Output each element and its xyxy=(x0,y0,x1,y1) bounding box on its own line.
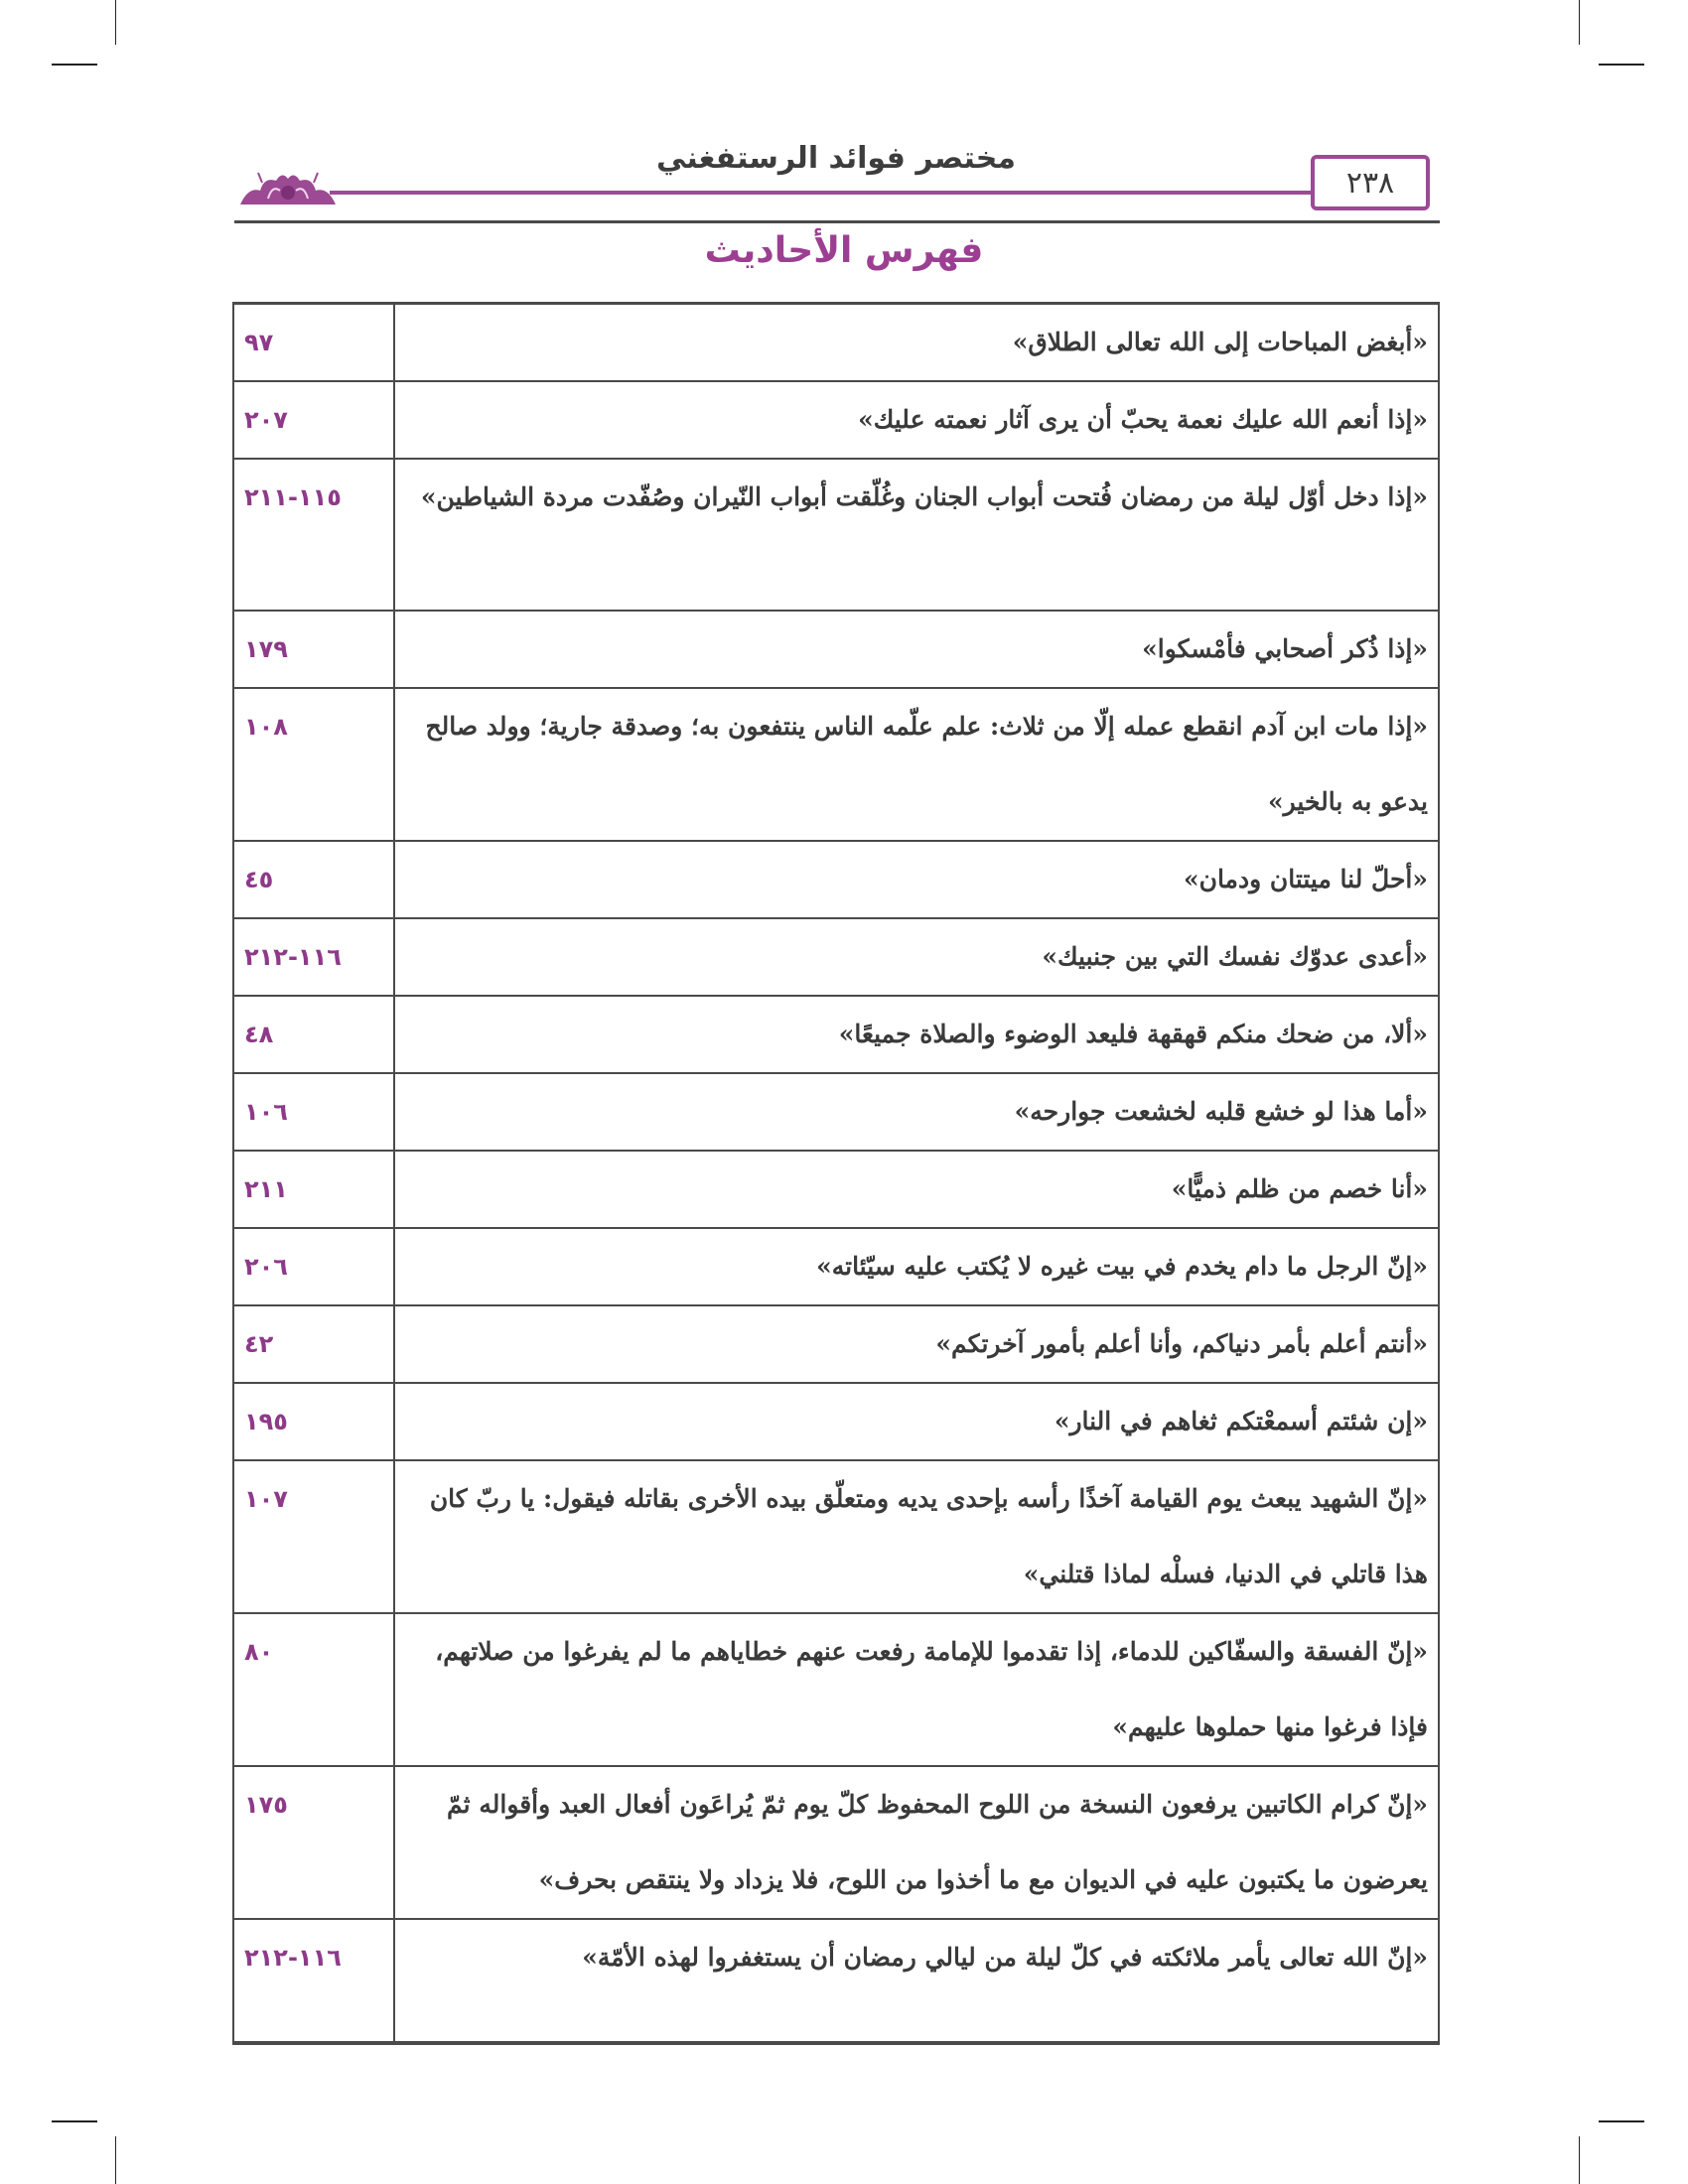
page-reference: ٢٠٧ xyxy=(233,381,394,459)
table-row xyxy=(233,1766,1439,1919)
page-reference: ١٧٥ xyxy=(233,1766,394,1919)
hadith-text: «ألا، من ضحك منكم قهقهة فليعد الوضوء والصلاة جميعًا» xyxy=(394,996,1439,1073)
page-reference: ١١٦-٢١٢ xyxy=(233,1919,394,2043)
crop-mark xyxy=(1599,2120,1644,2122)
table-row xyxy=(233,841,1439,918)
page-reference: ١٧٩ xyxy=(233,611,394,688)
hadith-text: «إذا أنعم الله عليك نعمة يحبّ أن يرى آثار نعمته عليك» xyxy=(394,381,1439,459)
table-row xyxy=(233,1151,1439,1228)
page-number: ٢٣٨ xyxy=(1311,155,1430,210)
hadith-text: «إنّ الفسقة والسفّاكين للدماء، إذا تقدموا للإمامة رفعت عنهم خطاياهم ما لم يفرغوا من صلاتهم، فإذا فرغوا منها حملوها عليهم» xyxy=(394,1613,1439,1766)
floral-ornament-icon xyxy=(238,169,338,208)
hadith-text: «أما هذا لو خشع قلبه لخشعت جوارحه» xyxy=(394,1073,1439,1151)
page-reference: ٤٨ xyxy=(233,996,394,1073)
crop-mark xyxy=(115,2136,116,2184)
hadith-index-table xyxy=(232,302,1440,2045)
page-reference: ١١٦-٢١٢ xyxy=(233,918,394,996)
crop-mark xyxy=(52,2120,97,2122)
table-row xyxy=(233,1305,1439,1383)
table-row xyxy=(233,1073,1439,1151)
hadith-text: «أبغض المباحات إلى الله تعالى الطلاق» xyxy=(394,304,1439,382)
hadith-text: «إنّ الله تعالى يأمر ملائكته في كلّ ليلة من ليالي رمضان أن يستغفروا لهذه الأمّة» xyxy=(394,1919,1439,2043)
hadith-text: «إن شئتم أسمعْتكم ثغاهم في النار» xyxy=(394,1383,1439,1460)
table-row xyxy=(233,1919,1439,2043)
crop-mark xyxy=(52,64,97,66)
index-title: فهرس الأحاديث xyxy=(704,230,984,271)
table-row xyxy=(233,1383,1439,1460)
table-row xyxy=(233,1460,1439,1613)
table-row xyxy=(233,1613,1439,1766)
table-row xyxy=(233,918,1439,996)
page-reference: ٨٠ xyxy=(233,1613,394,1766)
hadith-text: «إذا مات ابن آدم انقطع عمله إلّا من ثلاث: علم علّمه الناس ينتفعون به؛ وصدقة جارية؛ وولد صالح يدعو به بالخير» xyxy=(394,688,1439,841)
page-reference: ١٠٨ xyxy=(233,688,394,841)
header-divider xyxy=(234,220,1440,223)
hadith-text: «أحلّ لنا ميتتان ودمان» xyxy=(394,841,1439,918)
crop-mark xyxy=(115,0,116,45)
page-reference: ١٠٧ xyxy=(233,1460,394,1613)
page-reference: ٢١١ xyxy=(233,1151,394,1228)
page-reference: ٩٧ xyxy=(233,304,394,382)
hadith-text: «إنّ الرجل ما دام يخدم في بيت غيره لا يُكتب عليه سيّئاته» xyxy=(394,1228,1439,1305)
page-reference: ٤٢ xyxy=(233,1305,394,1383)
table-row xyxy=(233,996,1439,1073)
running-title: مختصر فوائد الرستفغني xyxy=(656,141,1016,176)
hadith-text: «إنّ الشهيد يبعث يوم القيامة آخذًا رأسه بإحدى يديه ومتعلّق بيده الأخرى بقاتله فيقول: يا ربّ كان هذا قاتلي في الدنيا، فسلْه لماذا قتلني» xyxy=(394,1460,1439,1613)
hadith-text: «أنا خصم من ظلم ذميًّا» xyxy=(394,1151,1439,1228)
hadith-text: «أنتم أعلم بأمر دنياكم، وأنا أعلم بأمور آخرتكم» xyxy=(394,1305,1439,1383)
crop-mark xyxy=(1579,0,1580,45)
hadith-text: «أعدى عدوّك نفسك التي بين جنبيك» xyxy=(394,918,1439,996)
page-reference: ١٩٥ xyxy=(233,1383,394,1460)
crop-mark xyxy=(1599,64,1644,66)
page-reference: ١٠٦ xyxy=(233,1073,394,1151)
table-row xyxy=(233,304,1439,382)
table-row xyxy=(233,459,1439,611)
page-reference: ٤٥ xyxy=(233,841,394,918)
table-row xyxy=(233,611,1439,688)
running-header xyxy=(230,139,1442,228)
hadith-text: «إذا ذُكر أصحابي فأمْسكوا» xyxy=(394,611,1439,688)
table-row xyxy=(233,1228,1439,1305)
page-reference: ١١٥-٢١١ xyxy=(233,459,394,611)
table-row xyxy=(233,381,1439,459)
page-reference: ٢٠٦ xyxy=(233,1228,394,1305)
hadith-text: «إذا دخل أوّل ليلة من رمضان فُتحت أبواب الجنان وغُلّقت أبواب النّيران وصُفّدت مردة الشياطين» xyxy=(394,459,1439,611)
hadith-text: «إنّ كرام الكاتبين يرفعون النسخة من اللوح المحفوظ كلّ يوم ثمّ يُراعَون أفعال العبد وأقواله ثمّ يعرضون ما يكتبون عليه في الديوان مع ما أخذوا من اللوح، فلا يزداد ولا ينتقص بحرف» xyxy=(394,1766,1439,1919)
header-rule xyxy=(330,191,1313,195)
table-row xyxy=(233,688,1439,841)
crop-mark xyxy=(1579,2136,1580,2184)
